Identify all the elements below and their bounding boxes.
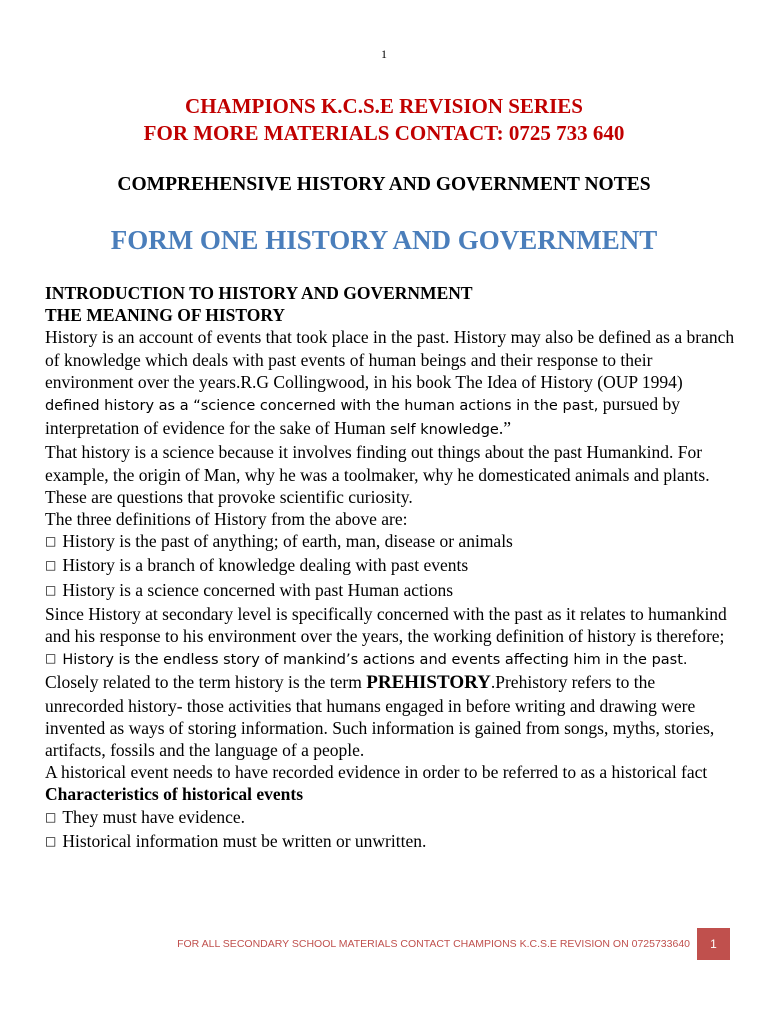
para6-text: Closely related to the term history is the term bbox=[45, 672, 367, 693]
paragraph-three-definitions: The three definitions of History from the above are: bbox=[45, 509, 408, 530]
paragraph-historical-event: A historical event needs to have recorded evidence in order to be referred to as a historical fact bbox=[45, 762, 708, 783]
series-title: CHAMPIONS K.C.S.E REVISION SERIES bbox=[185, 94, 583, 118]
form-title: FORM ONE HISTORY AND GOVERNMENT bbox=[110, 225, 658, 255]
para1-end: .” bbox=[498, 418, 511, 439]
paragraph-questions: These are questions that provoke scientific curiosity. bbox=[45, 486, 413, 507]
definition-item: □ History is a branch of knowledge dealing with past events bbox=[45, 554, 735, 578]
document-title: COMPREHENSIVE HISTORY AND GOVERNMENT NOTES bbox=[117, 174, 651, 195]
working-definition-text: History is the endless story of mankind’s actions and events affecting him in the past. bbox=[62, 652, 688, 669]
footer-page-number: 1 bbox=[697, 928, 730, 960]
footer-contact: FOR ALL SECONDARY SCHOOL MATERIALS CONTACT CHAMPIONS K.C.S.E REVISION ON 0725733640 bbox=[177, 938, 690, 950]
series-header bbox=[0, 93, 768, 147]
para1-text: History is an account of events that took place in the past. History may also be defined as a branch of knowledge which deals with past events of human beings and their response to their environment over the years.R.G Collingwood, in his book The Idea of History (OUP 1994) bbox=[45, 327, 735, 392]
definition-item: □ History is a science concerned with past Human actions bbox=[45, 579, 735, 603]
characteristics-heading: Characteristics of historical events bbox=[45, 784, 304, 805]
meaning-heading: THE MEANING OF HISTORY bbox=[45, 305, 286, 326]
paragraph-prehistory bbox=[45, 671, 735, 761]
para6-text-2: .Prehistory refers to the unrecorded history- those activities that humans engaged in before writing and drawing were invented as ways of storing information. Such information is gained from songs, myths, stories, artifacts, fossils and the language of a people. bbox=[45, 672, 715, 761]
working-definition bbox=[45, 647, 735, 671]
page-number-top: 1 bbox=[381, 47, 387, 61]
paragraph-science: That history is a science because it involves finding out things about the past Humankind. For example, the origin of Man, why he was a toolmaker, why he domesticated animals and plants. bbox=[45, 442, 710, 485]
para1-text-2: pursued by interpretation of evidence for the sake of Human bbox=[45, 394, 681, 439]
para1-quote: defined history as a “science concerned with the human actions in the past, bbox=[45, 398, 599, 415]
characteristic-item: □ Historical information must be written or unwritten. bbox=[45, 830, 735, 854]
paragraph-definition bbox=[45, 326, 735, 441]
characteristic-item: □ They must have evidence. bbox=[45, 806, 735, 830]
contact-line: FOR MORE MATERIALS CONTACT: 0725 733 640 bbox=[143, 121, 625, 145]
paragraph-secondary-level: Since History at secondary level is specifically concerned with the past as it relates to humankind and his response to his environment over the years, the working definition of history is therefore; bbox=[45, 603, 727, 647]
intro-heading: INTRODUCTION TO HISTORY AND GOVERNMENT bbox=[45, 283, 473, 303]
document-body bbox=[45, 282, 735, 854]
definition-item: □ History is the past of anything; of earth, man, disease or animals bbox=[45, 530, 735, 554]
prehistory-term: PREHISTORY bbox=[366, 672, 491, 694]
para1-self-knowledge: self knowledge bbox=[390, 422, 499, 439]
